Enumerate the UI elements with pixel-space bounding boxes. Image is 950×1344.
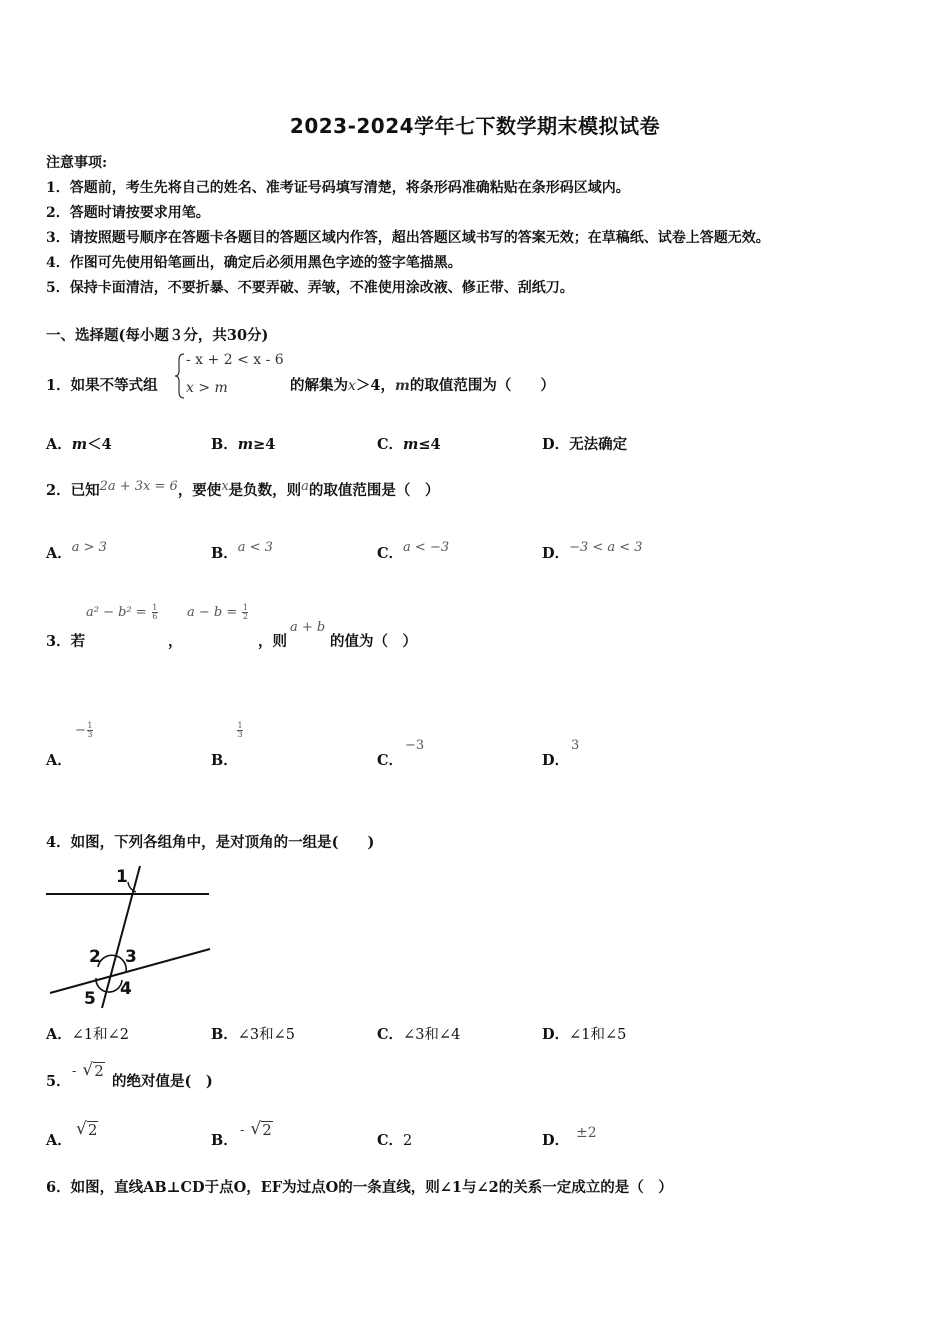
option-label: C．: [377, 545, 404, 562]
q3-expr: a + b: [290, 620, 326, 635]
inequality-line-2: x > m: [186, 380, 228, 396]
notice-item: 4．作图可先使用铅笔画出，确定后必须用黑色字迹的签字笔描黑。: [46, 255, 462, 271]
option-text: 2: [403, 1133, 413, 1149]
q3-equation-2: [187, 604, 249, 621]
q3-comma: ，: [168, 633, 183, 650]
angle-label-3: 3: [125, 947, 137, 967]
q5-option-c[interactable]: [377, 1131, 412, 1151]
q5-option-a-value: [76, 1119, 98, 1138]
q5-expression: [72, 1060, 105, 1079]
notice-heading: 注意事项:: [46, 155, 108, 171]
denominator: 6: [152, 612, 158, 621]
left-brace-icon: [174, 352, 186, 400]
q5-option-d-label[interactable]: D．: [542, 1132, 570, 1149]
q1-var-m: m: [395, 378, 410, 394]
option-text: ∠3和∠4: [403, 1027, 461, 1043]
option-label: B．: [211, 545, 238, 562]
option-expr: a > 3: [71, 540, 107, 555]
section-heading: 一、选择题(每小题３分，共30分): [46, 327, 269, 344]
q2-text: 是负数，则: [228, 482, 302, 499]
q1-option-c[interactable]: [377, 435, 441, 455]
q1-option-b[interactable]: [211, 435, 275, 455]
q2-text: ，要使: [177, 482, 222, 499]
option-label: B．: [211, 1026, 238, 1043]
numerator: 1: [87, 721, 93, 730]
radicand: 2: [87, 1121, 98, 1139]
notice-item: 5．保持卡面清洁，不要折暴、不要弄破、弄皱，不准使用涂改液、修正带、刮纸刀。: [46, 280, 574, 296]
fraction: [87, 722, 93, 739]
q3-option-a-value: [75, 722, 94, 739]
q3-prefix: 3．若: [46, 633, 86, 650]
q5-option-b-label[interactable]: B．: [211, 1132, 238, 1149]
q4-option-d[interactable]: [542, 1025, 626, 1045]
option-text: ＜4: [87, 436, 112, 453]
q3-option-d-value: 3: [571, 738, 580, 753]
denominator: 3: [237, 730, 243, 739]
q2-option-d[interactable]: [542, 540, 643, 565]
q5-prefix: 5．: [46, 1073, 71, 1090]
q1-option-a[interactable]: [46, 435, 112, 455]
page-title: 2023-2024学年七下数学期末模拟试卷: [289, 114, 661, 138]
q2-equation: 2a + 3x = 6: [99, 479, 178, 494]
q3-suffix: 的值为（ ）: [330, 633, 417, 650]
option-label: A．: [46, 1026, 72, 1043]
option-label: C．: [377, 1026, 404, 1043]
q2-var-x: x: [221, 479, 229, 494]
q3-option-d-label[interactable]: D．: [542, 752, 570, 769]
q3-option-a-label[interactable]: A．: [46, 752, 72, 769]
fraction: [237, 722, 243, 739]
q4-option-b[interactable]: [211, 1025, 295, 1045]
option-expr: a < −3: [403, 540, 450, 555]
q3-option-b-value: [236, 722, 244, 739]
option-label: C．: [377, 436, 404, 453]
option-expr: a < 3: [237, 540, 273, 555]
numerator: 1: [242, 603, 248, 612]
angles-figure: [44, 862, 214, 1012]
q2-text: 2．已知: [46, 482, 100, 499]
option-label: D．: [542, 545, 570, 562]
numerator: 1: [237, 721, 243, 730]
q1-option-d[interactable]: [542, 435, 627, 455]
q2-option-a[interactable]: [46, 540, 107, 565]
sqrt-icon: √: [76, 1119, 87, 1139]
q1-text: ＞4，: [355, 377, 395, 394]
notice-item: 3．请按照题号顺序在答题卡各题目的答题区域内作答，超出答题区域书写的答案无效；在草稿纸、试卷上答题无效。: [46, 230, 770, 246]
denominator: 3: [87, 730, 93, 739]
angle-label-4: 4: [120, 979, 132, 999]
fraction: [242, 604, 248, 621]
notice-item: 2．答题时请按要求用笔。: [46, 205, 210, 221]
q5-suffix: 的绝对值是( ): [112, 1073, 213, 1090]
angle-label-2: 2: [89, 947, 101, 967]
option-text: ≤4: [418, 436, 441, 453]
option-label: D．: [542, 1026, 570, 1043]
denominator: 2: [242, 612, 248, 621]
negative-root: [240, 1120, 273, 1138]
option-var: m: [237, 436, 254, 453]
q5-option-d-value: ±2: [576, 1125, 597, 1141]
option-label: A．: [46, 436, 72, 453]
q3-eq2-text: a − b =: [187, 605, 238, 620]
minus-sign: -: [72, 1064, 77, 1079]
q3-option-b-label[interactable]: B．: [211, 752, 238, 769]
q2-option-b[interactable]: [211, 540, 273, 565]
q4-option-a[interactable]: [46, 1025, 129, 1045]
option-text: ≥4: [253, 436, 276, 453]
q5-option-a-label[interactable]: A．: [46, 1132, 72, 1149]
option-label: A．: [46, 545, 72, 562]
question-4: 4．如图，下列各组角中，是对顶角的一组是( ): [46, 834, 375, 851]
option-label: C．: [377, 1132, 404, 1149]
question-1-suffix: [290, 376, 555, 396]
q1-text: 的取值范围为（ ）: [409, 377, 555, 394]
question-1-prefix: 1．如果不等式组: [46, 377, 158, 394]
q1-var-x: x: [348, 378, 356, 394]
root: [76, 1120, 98, 1138]
option-label: D．: [542, 436, 570, 453]
angle-label-1: 1: [116, 867, 128, 887]
q2-text: 的取值范围是（ ）: [308, 482, 440, 499]
minus-sign: -: [240, 1123, 245, 1138]
sqrt-icon: √: [250, 1119, 262, 1139]
option-var: m: [71, 436, 88, 453]
notice-item: 1．答题前，考生先将自己的姓名、准考证号码填写清楚，将条形码准确粘贴在条形码区域内。: [46, 180, 630, 196]
q3-eq1-text: a² − b² =: [86, 605, 147, 620]
question-6: 6．如图，直线AB⊥CD于点O，EF为过点O的一条直线，则∠1与∠2的关系一定成立的是（ ）: [46, 1179, 673, 1196]
option-expr: −3 < a < 3: [569, 540, 643, 555]
inequality-line-1: - x + 2 < x - 6: [186, 352, 284, 368]
q2-option-c[interactable]: [377, 540, 450, 565]
radicand: 2: [262, 1121, 272, 1139]
numerator: 1: [152, 603, 158, 612]
q2-var-a: a: [301, 479, 309, 494]
inequality-system: [174, 352, 284, 400]
minus-sign: −: [75, 723, 86, 738]
option-var: m: [403, 436, 419, 453]
option-text: ∠1和∠5: [569, 1027, 627, 1043]
q3-option-c-value: −3: [405, 738, 425, 753]
fraction: [152, 604, 158, 621]
q3-then: ，则: [258, 633, 287, 650]
question-2: [46, 481, 439, 502]
q5-option-b-value: [240, 1119, 273, 1138]
sqrt-icon: √: [82, 1060, 94, 1080]
q4-option-c[interactable]: [377, 1025, 460, 1045]
option-label: B．: [211, 436, 238, 453]
negative-root: [72, 1061, 105, 1079]
radicand: 2: [94, 1062, 104, 1080]
q3-option-c-label[interactable]: C．: [377, 752, 404, 769]
angle-label-5: 5: [84, 989, 96, 1009]
q1-text: 的解集为: [290, 377, 348, 394]
option-text: ∠1和∠2: [71, 1027, 130, 1043]
q3-equation-1: [86, 604, 159, 621]
option-text: 无法确定: [569, 436, 628, 453]
option-text: ∠3和∠5: [237, 1027, 296, 1043]
